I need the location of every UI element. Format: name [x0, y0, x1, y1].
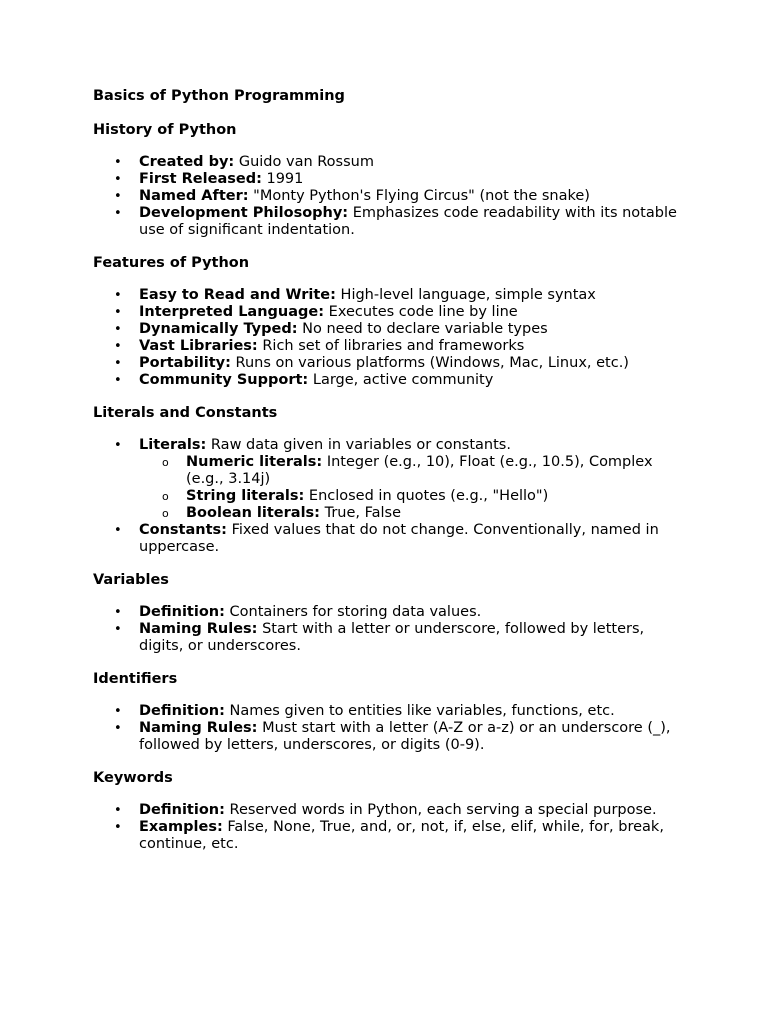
bullet-icon: • — [114, 172, 122, 187]
section-heading: Literals and Constants — [93, 405, 278, 421]
item-text: Runs on various platforms (Windows, Mac, Linux, etc.) — [230, 355, 629, 371]
list-item — [114, 154, 693, 171]
bullet-icon: • — [114, 373, 122, 388]
list-item — [114, 720, 693, 754]
list-item — [114, 171, 693, 188]
item-term: Community Support: — [139, 372, 309, 388]
bullet-icon: • — [114, 704, 122, 719]
bullet-icon: • — [114, 523, 122, 538]
bullet-icon: • — [114, 339, 122, 354]
bullet-list — [93, 287, 693, 389]
bullet-list — [93, 154, 693, 239]
list-item — [114, 205, 693, 239]
item-text: Names given to entities like variables, functions, etc. — [224, 703, 615, 719]
sub-list-item — [162, 488, 693, 505]
item-text: No need to declare variable types — [297, 321, 548, 337]
item-term: Easy to Read and Write: — [139, 287, 336, 303]
item-term: Created by: — [139, 154, 235, 170]
sub-item-text: Enclosed in quotes (e.g., "Hello") — [304, 488, 549, 504]
item-term: Naming Rules: — [139, 621, 258, 637]
item-term: First Released: — [139, 171, 262, 187]
bullet-list — [93, 437, 693, 556]
circle-bullet-icon: o — [162, 456, 169, 469]
bullet-icon: • — [114, 605, 122, 620]
item-text: Emphasizes code readability with its notable use of significant indentation. — [139, 205, 677, 238]
list-item — [114, 355, 693, 372]
list-item — [114, 321, 693, 338]
item-term: Interpreted Language: — [139, 304, 325, 320]
bullet-icon: • — [114, 820, 122, 835]
section-heading: Variables — [93, 572, 169, 588]
list-item — [114, 287, 693, 304]
bullet-icon: • — [114, 622, 122, 637]
item-term: Naming Rules: — [139, 720, 258, 736]
item-text: Large, active community — [308, 372, 494, 388]
item-text: False, None, True, and, or, not, if, else, elif, while, for, break, continue, etc. — [139, 819, 664, 852]
document-title: Basics of Python Programming — [93, 88, 345, 104]
item-text: Fixed values that do not change. Conventionally, named in uppercase. — [139, 522, 659, 555]
item-text: Reserved words in Python, each serving a special purpose. — [224, 802, 657, 818]
bullet-list — [93, 604, 693, 655]
document-body — [93, 120, 693, 853]
sub-item-text: Integer (e.g., 10), Float (e.g., 10.5), Complex (e.g., 3.14j) — [186, 454, 653, 487]
bullet-icon: • — [114, 322, 122, 337]
bullet-icon: • — [114, 721, 122, 736]
list-item — [114, 621, 693, 655]
item-term: Definition: — [139, 604, 225, 620]
sub-list-item — [162, 505, 693, 522]
bullet-icon: • — [114, 155, 122, 170]
item-text: Raw data given in variables or constants. — [206, 437, 511, 453]
circle-bullet-icon: o — [162, 490, 169, 503]
item-text: "Monty Python's Flying Circus" (not the snake) — [248, 188, 590, 204]
item-term: Definition: — [139, 703, 225, 719]
item-text: Executes code line by line — [324, 304, 518, 320]
list-item — [114, 819, 693, 853]
bullet-icon: • — [114, 803, 122, 818]
circle-bullet-icon: o — [162, 507, 169, 520]
section-heading: History of Python — [93, 122, 237, 138]
list-item — [114, 372, 693, 389]
bullet-icon: • — [114, 189, 122, 204]
sub-item-term: String literals: — [186, 488, 305, 504]
item-term: Named After: — [139, 188, 249, 204]
item-term: Vast Libraries: — [139, 338, 258, 354]
sub-list-item — [162, 454, 693, 488]
sub-item-text: True, False — [319, 505, 402, 521]
bullet-list — [93, 802, 693, 853]
document-page — [93, 86, 693, 867]
section-heading: Keywords — [93, 770, 173, 786]
bullet-icon: • — [114, 305, 122, 320]
section-heading: Features of Python — [93, 255, 250, 271]
item-text: Guido van Rossum — [234, 154, 374, 170]
bullet-icon: • — [114, 288, 122, 303]
item-text: Must start with a letter (A-Z or a-z) or an underscore (_), followed by letters, underscores, or digits (0-9). — [139, 720, 671, 753]
item-text: High-level language, simple syntax — [335, 287, 596, 303]
list-item — [114, 604, 693, 621]
item-term: Literals: — [139, 437, 207, 453]
item-text: Containers for storing data values. — [224, 604, 482, 620]
list-item — [114, 802, 693, 819]
item-term: Dynamically Typed: — [139, 321, 298, 337]
sub-item-term: Numeric literals: — [186, 454, 323, 470]
list-item — [114, 304, 693, 321]
bullet-icon: • — [114, 356, 122, 371]
list-item — [114, 338, 693, 355]
list-item — [114, 522, 693, 556]
list-item — [114, 437, 693, 522]
item-term: Constants: — [139, 522, 227, 538]
list-item — [114, 703, 693, 720]
item-text: Rich set of libraries and frameworks — [257, 338, 525, 354]
item-text: Start with a letter or underscore, followed by letters, digits, or underscores. — [139, 621, 645, 654]
list-item — [114, 188, 693, 205]
bullet-list — [93, 703, 693, 754]
item-term: Portability: — [139, 355, 231, 371]
section-heading: Identifiers — [93, 671, 178, 687]
bullet-icon: • — [114, 438, 122, 453]
item-term: Development Philosophy: — [139, 205, 349, 221]
item-text: 1991 — [261, 171, 304, 187]
bullet-icon: • — [114, 206, 122, 221]
sub-item-term: Boolean literals: — [186, 505, 320, 521]
item-term: Examples: — [139, 819, 223, 835]
item-term: Definition: — [139, 802, 225, 818]
sub-bullet-list — [139, 454, 693, 522]
